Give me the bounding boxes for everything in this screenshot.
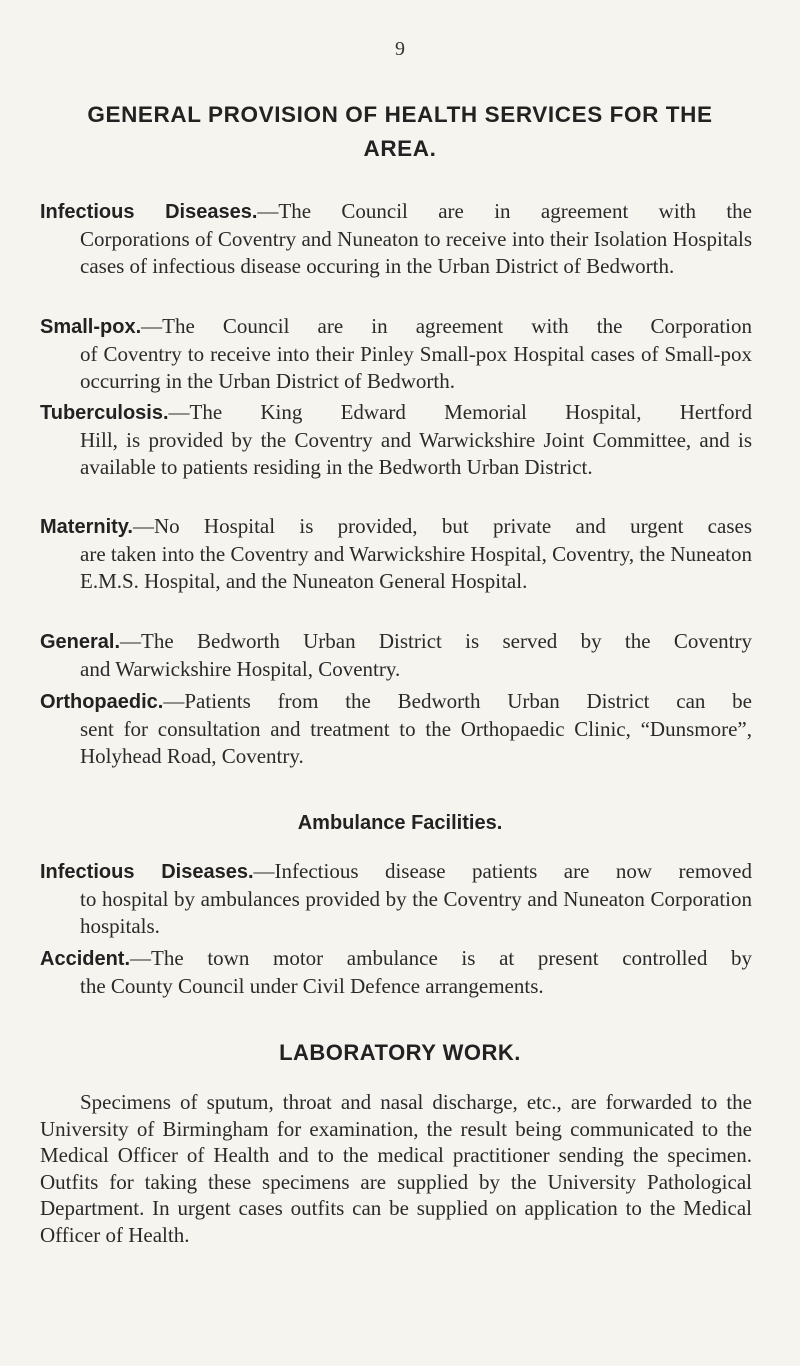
entry-first-text: —No Hospital is provided, but private and urgent cases xyxy=(132,514,752,538)
entry-body: Hill, is provided by the Coventry and Warwickshire Joint Committee, and is available to patients residing in the Bedworth Urban District. xyxy=(80,428,752,479)
entry-first-line xyxy=(40,945,752,973)
entry-heading: Small-pox. xyxy=(40,316,142,338)
entry-heading: Infectious Diseases. xyxy=(40,201,258,223)
entry-first-text: —Infectious disease patients are now removed xyxy=(253,859,752,883)
entry-body: to hospital by ambulances provided by the Coventry and Nuneaton Corporation hospitals. xyxy=(80,887,752,938)
entry-ambulance-infectious xyxy=(40,858,752,940)
entry-first-line xyxy=(40,399,752,427)
entry-general xyxy=(40,628,752,683)
entry-heading: Orthopaedic. xyxy=(40,691,164,713)
entry-first-text: —The King Edward Memorial Hospital, Hertford xyxy=(168,400,752,424)
entry-heading: Maternity. xyxy=(40,516,133,538)
entry-first-line xyxy=(40,628,752,656)
entry-body: are taken into the Coventry and Warwickshire Hospital, Coventry, the Nuneaton E.M.S. Hospital, and the Nuneaton General Hospital. xyxy=(80,542,752,593)
entry-body: the County Council under Civil Defence arrangements. xyxy=(80,974,544,998)
entry-first-text: —The Council are in agreement with the xyxy=(257,199,752,223)
entry-first-text: —Patients from the Bedworth Urban District can be xyxy=(163,689,752,713)
entry-body: of Coventry to receive into their Pinley Small-pox Hospital cases of Small-pox occurring in the Urban District of Bedworth. xyxy=(80,342,752,393)
entry-first-line xyxy=(40,198,752,226)
laboratory-paragraph xyxy=(40,1089,752,1248)
entry-body: sent for consultation and treatment to the Orthopaedic Clinic, “Dunsmore”, Holyhead Road, Coventry. xyxy=(80,717,752,768)
entry-heading: General. xyxy=(40,631,121,653)
entry-heading: Infectious Diseases. xyxy=(40,861,254,883)
entry-maternity xyxy=(40,513,752,595)
entry-tuberculosis xyxy=(40,399,752,481)
entry-body: Corporations of Coventry and Nuneaton to receive into their Isolation Hospitals cases of infectious disease occuring in the Urban District of Bedworth. xyxy=(80,227,752,278)
entry-first-line xyxy=(40,688,752,716)
laboratory-text: Specimens of sputum, throat and nasal discharge, etc., are forwarded to the University of Birmingham for examination, the result being communicated to the Medical Officer of Health and to the medical practitioner sending the specimen. Outfits for taking these specimens are supplied by the University Pathological Department. In urgent cases outfits can be supplied on application to the Medical Officer of Health. xyxy=(40,1090,752,1247)
section-title-laboratory: LABORATORY WORK. xyxy=(279,1040,521,1065)
entry-body: and Warwickshire Hospital, Coventry. xyxy=(80,657,401,681)
entry-first-text: —The Bedworth Urban District is served by the Coventry xyxy=(120,629,752,653)
entry-orthopaedic xyxy=(40,688,752,770)
entry-first-text: —The Council are in agreement with the Corporation xyxy=(141,314,752,338)
entry-first-line xyxy=(40,313,752,341)
entry-heading: Tuberculosis. xyxy=(40,402,169,424)
entry-ambulance-accident xyxy=(40,945,752,1000)
entry-heading: Accident. xyxy=(40,948,131,970)
entry-small-pox xyxy=(40,313,752,395)
entry-infectious-diseases xyxy=(40,198,752,280)
entry-first-line xyxy=(40,858,752,886)
entry-first-text: —The town motor ambulance is at present controlled by xyxy=(130,946,752,970)
page-title: GENERAL PROVISION OF HEALTH SERVICES FOR THE AREA. xyxy=(87,102,713,161)
page-number: 9 xyxy=(395,38,405,60)
entry-first-line xyxy=(40,513,752,541)
section-title-ambulance: Ambulance Facilities. xyxy=(297,812,503,834)
